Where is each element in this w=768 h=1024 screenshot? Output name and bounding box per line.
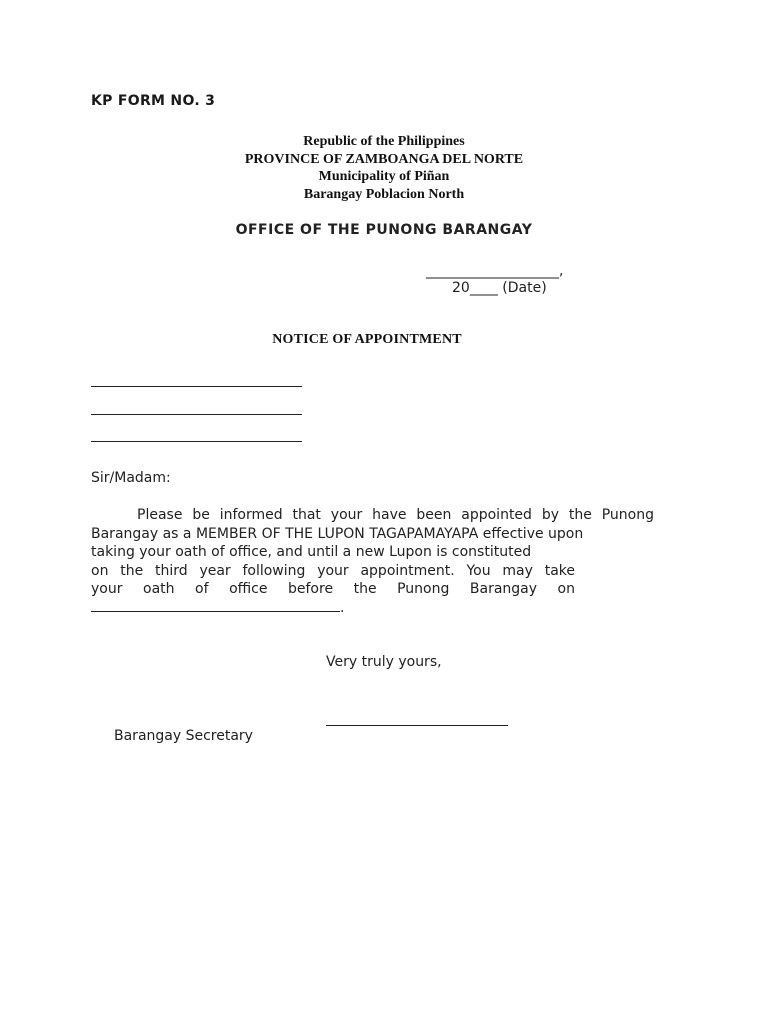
body-line-6: [91, 599, 654, 618]
date-year-label: 20____ (Date): [452, 280, 547, 296]
signature-line: [326, 725, 508, 726]
form-number: KP FORM NO. 3: [91, 93, 216, 109]
letter-body: [91, 506, 654, 618]
notice-title: NOTICE OF APPOINTMENT: [272, 332, 462, 347]
body-line-5: your oath of office before the Punong Barangay on: [91, 581, 575, 598]
letterhead: [0, 133, 768, 204]
office-title: OFFICE OF THE PUNONG BARANGAY: [235, 222, 533, 238]
addressee-name-line: [91, 386, 302, 387]
body-line-4: on the third year following your appointment. You may take: [91, 562, 575, 579]
signatory-title: Barangay Secretary: [114, 728, 253, 744]
addressee-address-line-1: [91, 414, 302, 415]
letterhead-republic: Republic of the Philippines: [303, 134, 465, 149]
closing: Very truly yours,: [326, 654, 442, 670]
addressee-address-line-2: [91, 441, 302, 442]
body-period: .: [340, 599, 345, 616]
body-line-2: Barangay as a MEMBER OF THE LUPON TAGAPAMAYAPA effective upon: [91, 525, 584, 542]
body-line-3: taking your oath of office, and until a new Lupon is constituted: [91, 544, 532, 561]
date-blank-line: ___________________,: [426, 263, 564, 279]
letterhead-barangay: Barangay Poblacion North: [303, 187, 465, 203]
salutation: Sir/Madam:: [91, 470, 171, 486]
letterhead-municipality: Municipality of Piñan: [318, 169, 450, 185]
body-line-1: Please be informed that your have been appointed by the Punong: [137, 507, 654, 523]
letterhead-province: PROVINCE OF ZAMBOANGA DEL NORTE: [244, 151, 524, 167]
oath-date-blank: [91, 599, 340, 612]
